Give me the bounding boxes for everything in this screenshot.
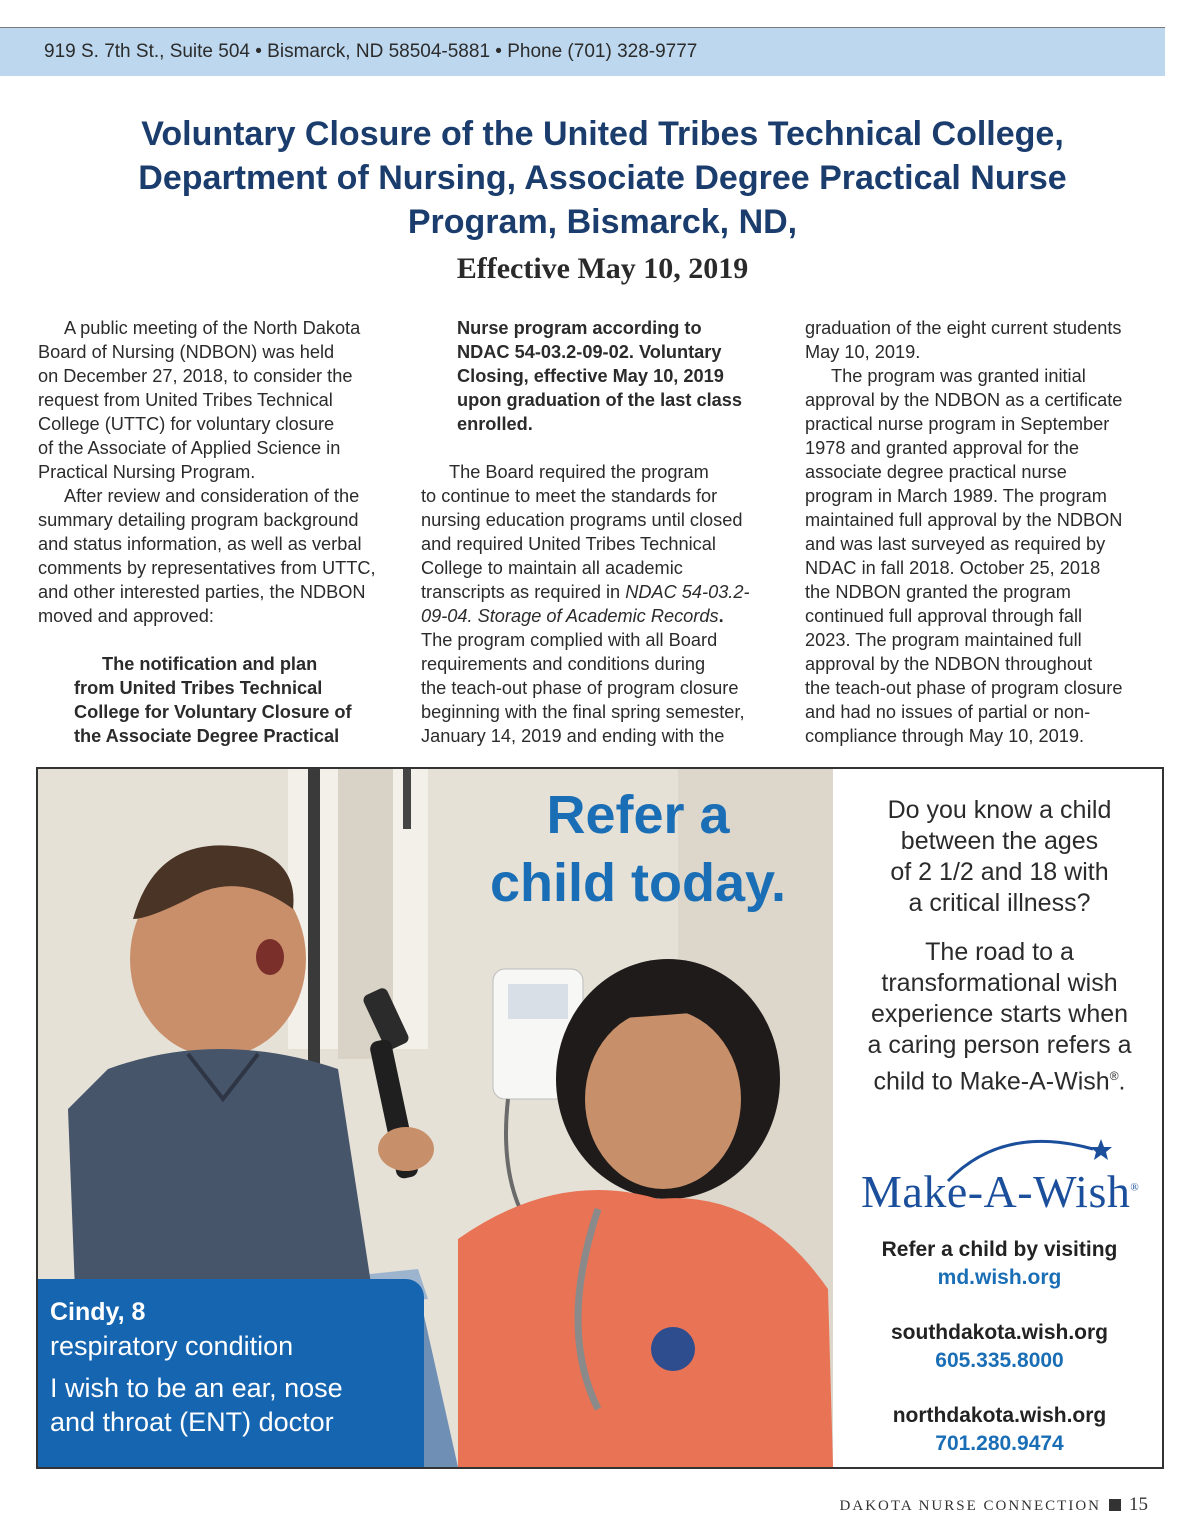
citation-text: 09-04. Storage of Academic Records: [421, 606, 719, 626]
body-line: NDAC in fall 2018. October 25, 2018: [805, 558, 1101, 578]
article-title-line: Voluntary Closure of the United Tribes Technical College,: [141, 115, 1064, 153]
ad-headline: [458, 781, 818, 917]
contact-label: Refer a child by visiting: [881, 1238, 1118, 1261]
body-line: and status information, as well as verbal: [38, 534, 362, 554]
motion-line: NDAC 54-03.2-09-02. Voluntary: [457, 342, 722, 362]
ad-road-line: a caring person refers a: [867, 1031, 1132, 1059]
motion-line: from United Tribes Technical: [74, 678, 323, 698]
citation-period: .: [718, 606, 724, 626]
body-line: and was last surveyed as required by: [805, 534, 1106, 554]
body-line: of the Associate of Applied Science in: [38, 438, 341, 458]
body-line: the NDBON granted the program: [805, 582, 1071, 602]
ad-question-line: of 2 1/2 and 18 with: [890, 858, 1109, 886]
contact-link-md-wish[interactable]: md.wish.org: [937, 1266, 1062, 1289]
header-address: 919 S. 7th St., Suite 504 • Bismarck, ND 58504-5881 • Phone (701) 328-9777: [44, 41, 698, 62]
body-line: approval by the NDBON as a certificate: [805, 390, 1123, 410]
ad-headline-line: child today.: [489, 853, 787, 913]
contact-phone-south-dakota: 605.335.8000: [935, 1349, 1064, 1372]
ad-caption-box: [38, 1279, 424, 1467]
motion-line: The notification and plan: [102, 654, 318, 674]
body-line: nursing education programs until closed: [421, 510, 743, 530]
body-line: College (UTTC) for voluntary closure: [38, 414, 335, 434]
body-line: The program complied with all Board: [421, 630, 718, 650]
body-line: on December 27, 2018, to consider the: [38, 366, 353, 386]
article-column-1: [38, 316, 400, 748]
motion-line: upon graduation of the last class: [457, 390, 742, 410]
body-line: maintained full approval by the NDBON: [805, 510, 1123, 530]
page-number: 15: [1129, 1494, 1148, 1515]
logo-text: Make-A-Wish: [861, 1166, 1131, 1217]
body-line: After review and consideration of the: [64, 486, 360, 506]
body-line: The program was granted initial: [831, 366, 1086, 386]
body-line: graduation of the eight current students: [805, 318, 1122, 338]
body-line: comments by representatives from UTTC,: [38, 558, 376, 578]
motion-text-continued: [421, 316, 781, 436]
make-a-wish-logo: [853, 1129, 1153, 1219]
body-line: moved and approved:: [38, 606, 214, 626]
motion-line: Nurse program according to: [457, 318, 702, 338]
motion-line: enrolled.: [457, 414, 533, 434]
publication-name: DAKOTA NURSE CONNECTION: [839, 1498, 1101, 1514]
ad-road-text: [835, 937, 1164, 1097]
caption-wish-line: and throat (ENT) doctor: [50, 1407, 334, 1437]
ad-info-panel: [835, 769, 1164, 1467]
contact-link-north-dakota[interactable]: northdakota.wish.org: [892, 1404, 1107, 1427]
caption-condition: respiratory condition: [50, 1331, 294, 1361]
ad-question-line: Do you know a child: [887, 796, 1112, 824]
article-title: [60, 112, 1145, 244]
body-line: and had no issues of partial or non-: [805, 702, 1091, 722]
ad-road-period: .: [1118, 1067, 1126, 1096]
make-a-wish-ad: [36, 767, 1164, 1469]
contact-link-south-dakota[interactable]: southdakota.wish.org: [890, 1321, 1108, 1344]
article-column-3: [805, 316, 1165, 748]
body-line: College to maintain all academic: [421, 558, 683, 578]
logo-registered-mark: ®: [1130, 1181, 1140, 1194]
caption-name: Cindy, 8: [50, 1298, 146, 1326]
ad-photo: [38, 769, 833, 1467]
ad-road-line: experience starts when: [870, 1000, 1129, 1028]
body-line: to continue to meet the standards for: [421, 486, 718, 506]
body-line: summary detailing program background: [38, 510, 359, 530]
body-line: beginning with the final spring semester,: [421, 702, 745, 722]
header-bar: [0, 28, 1165, 76]
body-line: request from United Tribes Technical: [38, 390, 333, 410]
body-line-with-citation: [421, 580, 781, 604]
contact-phone-north-dakota: 701.280.9474: [935, 1432, 1064, 1455]
article-column-2: [421, 316, 781, 748]
ad-road-line: child to Make-A-Wish: [873, 1067, 1110, 1096]
motion-line: Closing, effective May 10, 2019: [457, 366, 724, 386]
caption-wish: [50, 1371, 424, 1439]
ad-road-line-last: [835, 1061, 1164, 1097]
ad-road-line: The road to a: [925, 938, 1074, 966]
ad-headline-line: Refer a: [546, 785, 730, 845]
caption-wish-line: I wish to be an ear, nose: [50, 1373, 343, 1403]
body-line: January 14, 2019 and ending with the: [421, 726, 725, 746]
ad-question: [835, 795, 1164, 919]
body-line: continued full approval through fall: [805, 606, 1083, 626]
effective-date: Effective May 10, 2019: [456, 252, 749, 285]
body-line: compliance through May 10, 2019.: [805, 726, 1085, 746]
article-title-line: Department of Nursing, Associate Degree Practical Nurse: [138, 159, 1067, 197]
body-line: approval by the NDBON throughout: [805, 654, 1093, 674]
motion-line: the Associate Degree Practical: [74, 726, 340, 746]
body-line: requirements and conditions during: [421, 654, 706, 674]
body-line: practical nurse program in September: [805, 414, 1110, 434]
footer-square-icon: [1109, 1499, 1121, 1511]
motion-text: [38, 652, 400, 748]
body-line: A public meeting of the North Dakota: [64, 318, 361, 338]
body-line: The Board required the program: [449, 462, 709, 482]
body-line: and other interested parties, the NDBON: [38, 582, 366, 602]
body-line: associate degree practical nurse: [805, 462, 1067, 482]
citation-text: NDAC 54-03.2-: [625, 582, 750, 602]
ad-question-line: a critical illness?: [908, 889, 1091, 917]
contact-block-referral: [835, 1236, 1164, 1292]
motion-line: College for Voluntary Closure of: [74, 702, 352, 722]
body-line-with-citation: [421, 604, 781, 628]
body-line: 1978 and granted approval for the: [805, 438, 1080, 458]
article-title-line: Program, Bismarck, ND,: [407, 203, 798, 241]
contact-block-north-dakota: [835, 1402, 1164, 1458]
ad-question-line: between the ages: [900, 827, 1099, 855]
body-line: the teach-out phase of program closure: [421, 678, 739, 698]
registered-mark: ®: [1109, 1069, 1119, 1083]
body-line: Board of Nursing (NDBON) was held: [38, 342, 335, 362]
body-line: the teach-out phase of program closure: [805, 678, 1123, 698]
logo-wordmark: [861, 1165, 1139, 1218]
body-line: 2023. The program maintained full: [805, 630, 1082, 650]
body-line: program in March 1989. The program: [805, 486, 1107, 506]
body-line: Practical Nursing Program.: [38, 462, 256, 482]
body-text: transcripts as required in: [421, 582, 626, 602]
ad-road-line: transformational wish: [881, 969, 1118, 997]
body-line: May 10, 2019.: [805, 342, 921, 362]
contact-block-south-dakota: [835, 1319, 1164, 1375]
page-footer: [830, 1494, 1148, 1516]
body-line: and required United Tribes Technical: [421, 534, 716, 554]
